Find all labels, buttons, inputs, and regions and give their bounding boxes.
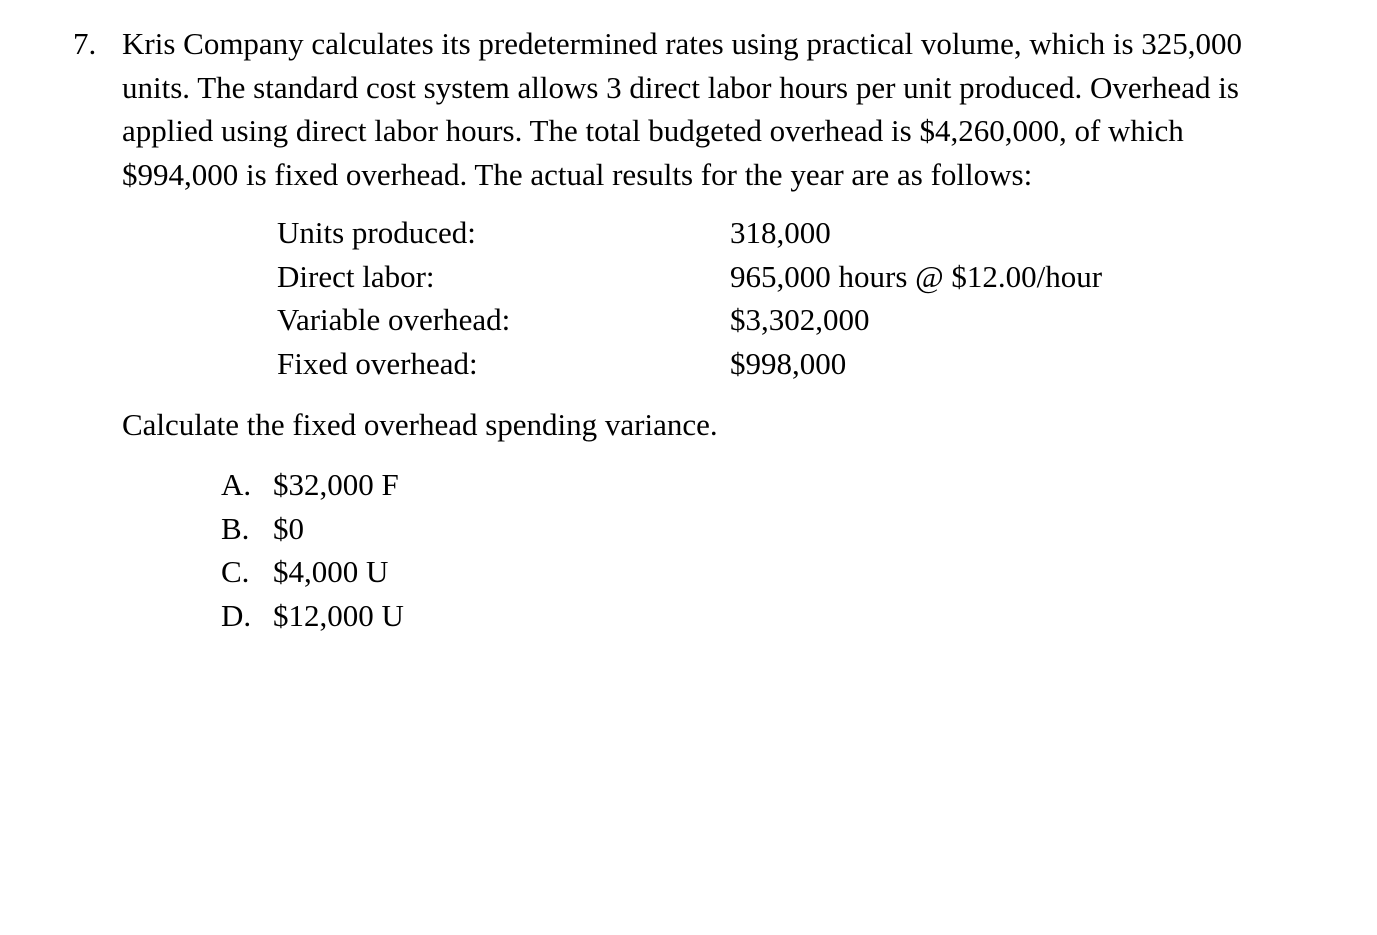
choice-text: $12,000 U [273, 597, 404, 633]
question-stem-line: Kris Company calculates its predetermined rates using practical volume, which is 325,000 [122, 26, 1243, 61]
question-prompt: Calculate the fixed overhead spending variance. [122, 407, 718, 442]
question-stem-line: $994,000 is fixed overhead. The actual results for the year are as follows: [122, 156, 1033, 192]
choice-letter: C. [221, 554, 250, 589]
choice-letter: B. [221, 510, 250, 546]
choice-letter: D. [221, 597, 252, 633]
result-value: $998,000 [730, 345, 847, 381]
choice-text: $32,000 F [273, 467, 399, 502]
result-label: Direct labor: [277, 258, 435, 294]
result-value: 318,000 [730, 215, 831, 250]
question-stem-line: units. The standard cost system allows 3 direct labor hours per unit produced. Overhead is [122, 69, 1239, 105]
question-stem-line: applied using direct labor hours. The total budgeted overhead is $4,260,000, of which [122, 113, 1184, 148]
question-number: 7. [73, 26, 97, 61]
result-label: Fixed overhead: [277, 345, 478, 381]
choice-letter: A. [221, 467, 252, 502]
result-label: Units produced: [277, 215, 476, 250]
choice-text: $4,000 U [273, 554, 389, 589]
result-label: Variable overhead: [277, 302, 511, 337]
question-stem [122, 22, 1332, 196]
result-value: $3,302,000 [730, 302, 870, 337]
result-value: 965,000 hours @ $12.00/hour [730, 258, 1103, 294]
choice-text: $0 [273, 510, 304, 546]
